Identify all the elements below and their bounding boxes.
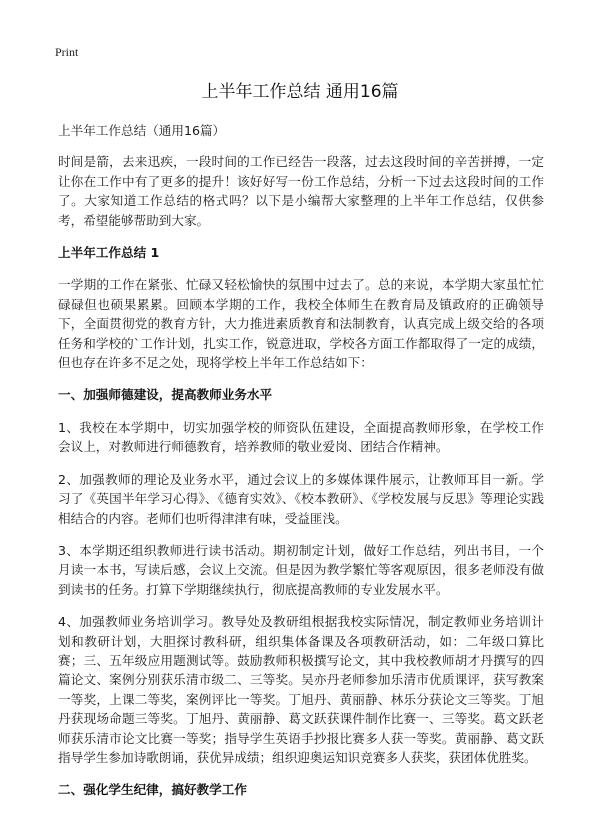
intro-paragraph: 时间是箭，去来迅疾，一段时间的工作已经告一段落，过去这段时间的辛苦拼搏，一定让你在工作中有了更多的提升！该好好写一份工作总结，分析一下过去这段时间的工作了。大家知道工作总结的格式吗？以下是小编帮大家整理的上半年工作总结，仅供参考，希望能够帮助到大家。 — [58, 154, 544, 228]
list-item-3: 3、本学期还组织教师进行读书活动。期初制定计划，做好工作总结，列出书目，一个月读一本书，写读后感，会议上交流。但是因为教学繁忙等客观原因，很多老师没有做到读书的任务。打算下学期继续执行，彻底提高教师的专业发展水平。 — [58, 542, 544, 597]
list-item-1: 1、我校在本学期中，切实加强学校的师资队伍建设，全面提高教师形象，在学校工作会议上，对教师进行师德教育，培养教师的敬业爱岗、团结合作精神。 — [58, 419, 544, 455]
list-item-4: 4、加强教师业务培训学习。教导处及教研组根据我校实际情况，制定教师业务培训计划和教研计划，大胆探讨教科研，组织集体备课及各项教研活动，如：二年级口算比赛；三、五年级应用题测试等。鼓励教师积极撰写论文，其中我校教师胡才丹撰写的四篇论文、案例分别获乐清市级二、三等奖。吴亦丹老师参加乐清市优质课评，获写教案一等奖，上课二等奖，案例评比一等奖。丁旭丹、黄丽静、林乐分获论文三等奖。丁旭丹获现场命题三等奖。丁旭丹、黄丽静、葛文跃获课件制作比赛一、三等奖。葛文跃老师获乐清市论文比赛一等奖；指导学生英语手抄报比赛多人获一等奖。黄丽静、葛文跃指导学生参加诗歌朗诵，获优异成绩；组织迎奥运知识竞赛多人获奖，获团体优胜奖。 — [58, 614, 544, 765]
list-item-2: 2、加强教师的理论及业务水平，通过会议上的多媒体课件展示，让教师耳目一新。学习了《英国半年学习心得》、《德育实效》、《校本教研》、《学校发展与反思》等理论实践相结合的内容。老师们也听得津津有味，受益匪浅。 — [58, 471, 544, 526]
page-title: 上半年工作总结 通用16篇 — [201, 82, 399, 102]
section-heading-1: 上半年工作总结 1 — [58, 245, 160, 261]
subsection-heading-teacher-ethics: 一、加强师德建设，提高教师业务水平 — [58, 387, 273, 403]
subsection-heading-student-discipline: 二、强化学生纪律，搞好教学工作 — [58, 782, 247, 798]
print-link[interactable]: Print — [55, 45, 79, 59]
article-subtitle: 上半年工作总结（通用16篇） — [58, 123, 226, 138]
article-body — [58, 121, 544, 813]
section-paragraph: 一学期的工作在紧张、忙碌又轻松愉快的氛围中过去了。总的来说，本学期大家虽忙忙碌碌但也硕果累累。回顾本学期的工作，我校全体师生在教育局及镇政府的正确领导下，全面贯彻党的教育方针，大力推进素质教育和法制教育，认真完成上级交给的各项任务和学校的`工作计划，扎实工作，锐意进取，学校各方面工作都取得了一定的成绩，但也存在许多不足之处，现将学校上半年工作总结如下： — [58, 277, 544, 371]
